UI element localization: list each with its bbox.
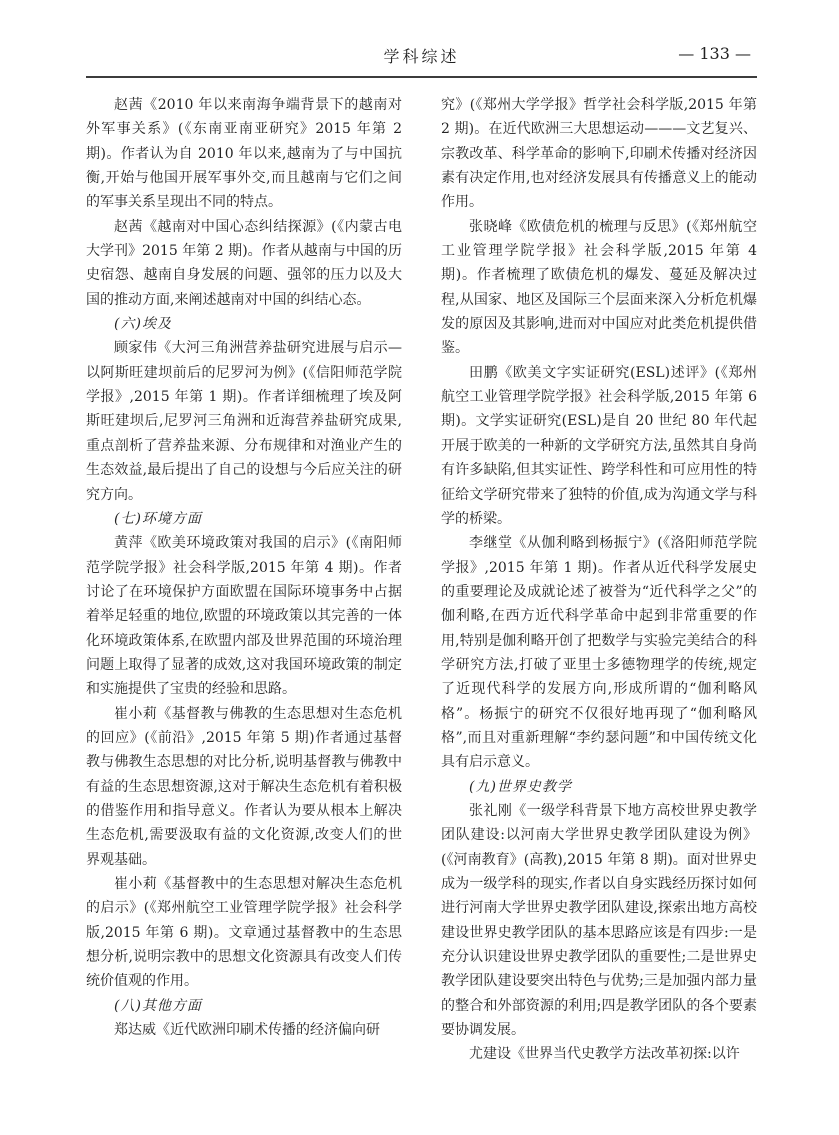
- section-heading: (九)世界史教学: [469, 778, 572, 795]
- section-heading: (八)其他方面: [114, 997, 202, 1014]
- paragraph: 尤建设《世界当代史教学方法改革初探:以许: [469, 1046, 740, 1063]
- right-column: [441, 93, 757, 1067]
- paragraph: 赵茜《越南对中国心态纠结探源》(《内蒙古电大学刊》2015 年第 2 期)。作者从越南与中国的历史宿怨、越南自身发展的问题、强邻的压力以及大国的推动方面,来阐述越南对中国的纠结心态。: [86, 218, 402, 308]
- section-heading: (六)埃及: [114, 316, 172, 333]
- paragraph: 崔小莉《基督教与佛教的生态思想对生态危机的回应》(《前沿》,2015 年第 5 期)作者通过基督教与佛教生态思想的对比分析,说明基督教与佛教中有益的生态思想资源,这对于解决生态危机有着积极的借鉴作用和指导意义。作者认为要从根本上解决生态危机,需要汲取有益的文化资源,改变人们的世界观基础。: [86, 705, 402, 868]
- header-rule-divider: [86, 76, 757, 78]
- paragraph: 崔小莉《基督教中的生态思想对解决生态危机的启示》(《郑州航空工业管理学院学报》社会科学版,2015 年第 6 期)。文章通过基督教中的生态思想分析,说明宗教中的思想文化资源具有改变人们传统价值观的作用。: [86, 876, 402, 990]
- section-title: 学科综述: [383, 47, 460, 66]
- paragraph: 郑达威《近代欧洲印刷术传播的经济偏向研: [114, 1022, 380, 1039]
- paragraph-continuation: 究》(《郑州大学学报》哲学社会科学版,2015 年第 2 期)。在近代欧洲三大思想运动———文艺复兴、宗教改革、科学革命的影响下,印刷术传播对经济因素有决定作用,也对经济发展具有传播意义上的能动作用。: [441, 97, 757, 211]
- paragraph: 张礼刚《一级学科背景下地方高校世界史教学团队建设:以河南大学世界史教学团队建设为例》(《河南教育》(高教),2015 年第 8 期)。面对世界史成为一级学科的现实,作者以自身实践经历探讨如何进行河南大学世界史教学团队建设,探索出地方高校建设世界史教学团队的基本思路应该是有四步:一是充分认识建设世界史教学团队的重要性;二是世界史教学团队建设要突出特色与优势;三是加强内部力量的整合和外部资源的利用;四是教学团队的各个要素要协调发展。: [441, 802, 757, 1039]
- paragraph: 顾家伟《大河三角洲营养盐研究进展与启示—以阿斯旺建坝前后的尼罗河为例》(《信阳师范学院学报》,2015 年第 1 期)。作者详细梳理了埃及阿斯旺建坝后,尼罗河三角洲和近海营养盐研究成果,重点剖析了营养盐来源、分布规律和对渔业产生的生态效益,最后提出了自己的设想与今后应关注的研究方向。: [86, 340, 402, 503]
- section-heading: (七)环境方面: [114, 510, 202, 527]
- paragraph: 田鹏《欧美文字实证研究(ESL)述评》(《郑州航空工业管理学院学报》社会科学版,2015 年第 6 期)。文学实证研究(ESL)是自 20 世纪 80 年代起开展于欧美的一种新的文学研究方法,虽然其自身尚有许多缺陷,但其实证性、跨学科性和可应用性的特征给文学研究带来了独特的价值,成为沟通文学与科学的桥梁。: [441, 364, 757, 527]
- paragraph: 赵茜《2010 年以来南海争端背景下的越南对外军事关系》(《东南亚南亚研究》2015 年第 2 期)。作者认为自 2010 年以来,越南为了与中国抗衡,开始与他国开展军事外交,而且越南与它们之间的军事关系呈现出不同的特点。: [86, 97, 402, 211]
- paragraph: 李继堂《从伽利略到杨振宁》(《洛阳师范学院学报》,2015 年第 1 期)。作者从近代科学发展史的重要理论及成就论述了被誉为“近代科学之父”的伽利略,在西方近代科学革命中起到非常重要的作用,特别是伽利略开创了把数学与实验完美结合的科学研究方法,打破了亚里士多德物理学的传统,规定了近现代科学的发展方向,形成所谓的“伽利略风格”。杨振宁的研究不仅很好地再现了“伽利略风格”,而且对重新理解“李约瑟问题”和中国传统文化具有启示意义。: [441, 535, 757, 771]
- paragraph: 黄萍《欧美环境政策对我国的启示》(《南阳师范学院学报》社会科学版,2015 年第 4 期)。作者讨论了在环境保护方面欧盟在国际环境事务中占据着举足轻重的地位,欧盟的环境政策以其完善的一体化环境政策体系,在欧盟内部及世界范围的环境治理问题上取得了显著的成效,这对我国环境政策的制定和实施提供了宝贵的经验和思路。: [86, 535, 402, 698]
- page-header: [86, 44, 757, 70]
- page-number: — 133 —: [678, 44, 751, 63]
- paragraph: 张晓峰《欧债危机的梳理与反思》(《郑州航空工业管理学院学报》社会科学版,2015 年第 4 期)。作者梳理了欧债危机的爆发、蔓延及解决过程,从国家、地区及国际三个层面来深入分析危机爆发的原因及其影响,进而对中国应对此类危机提供借鉴。: [441, 218, 757, 357]
- two-column-text-body: [86, 93, 757, 1067]
- left-column: [86, 93, 402, 1067]
